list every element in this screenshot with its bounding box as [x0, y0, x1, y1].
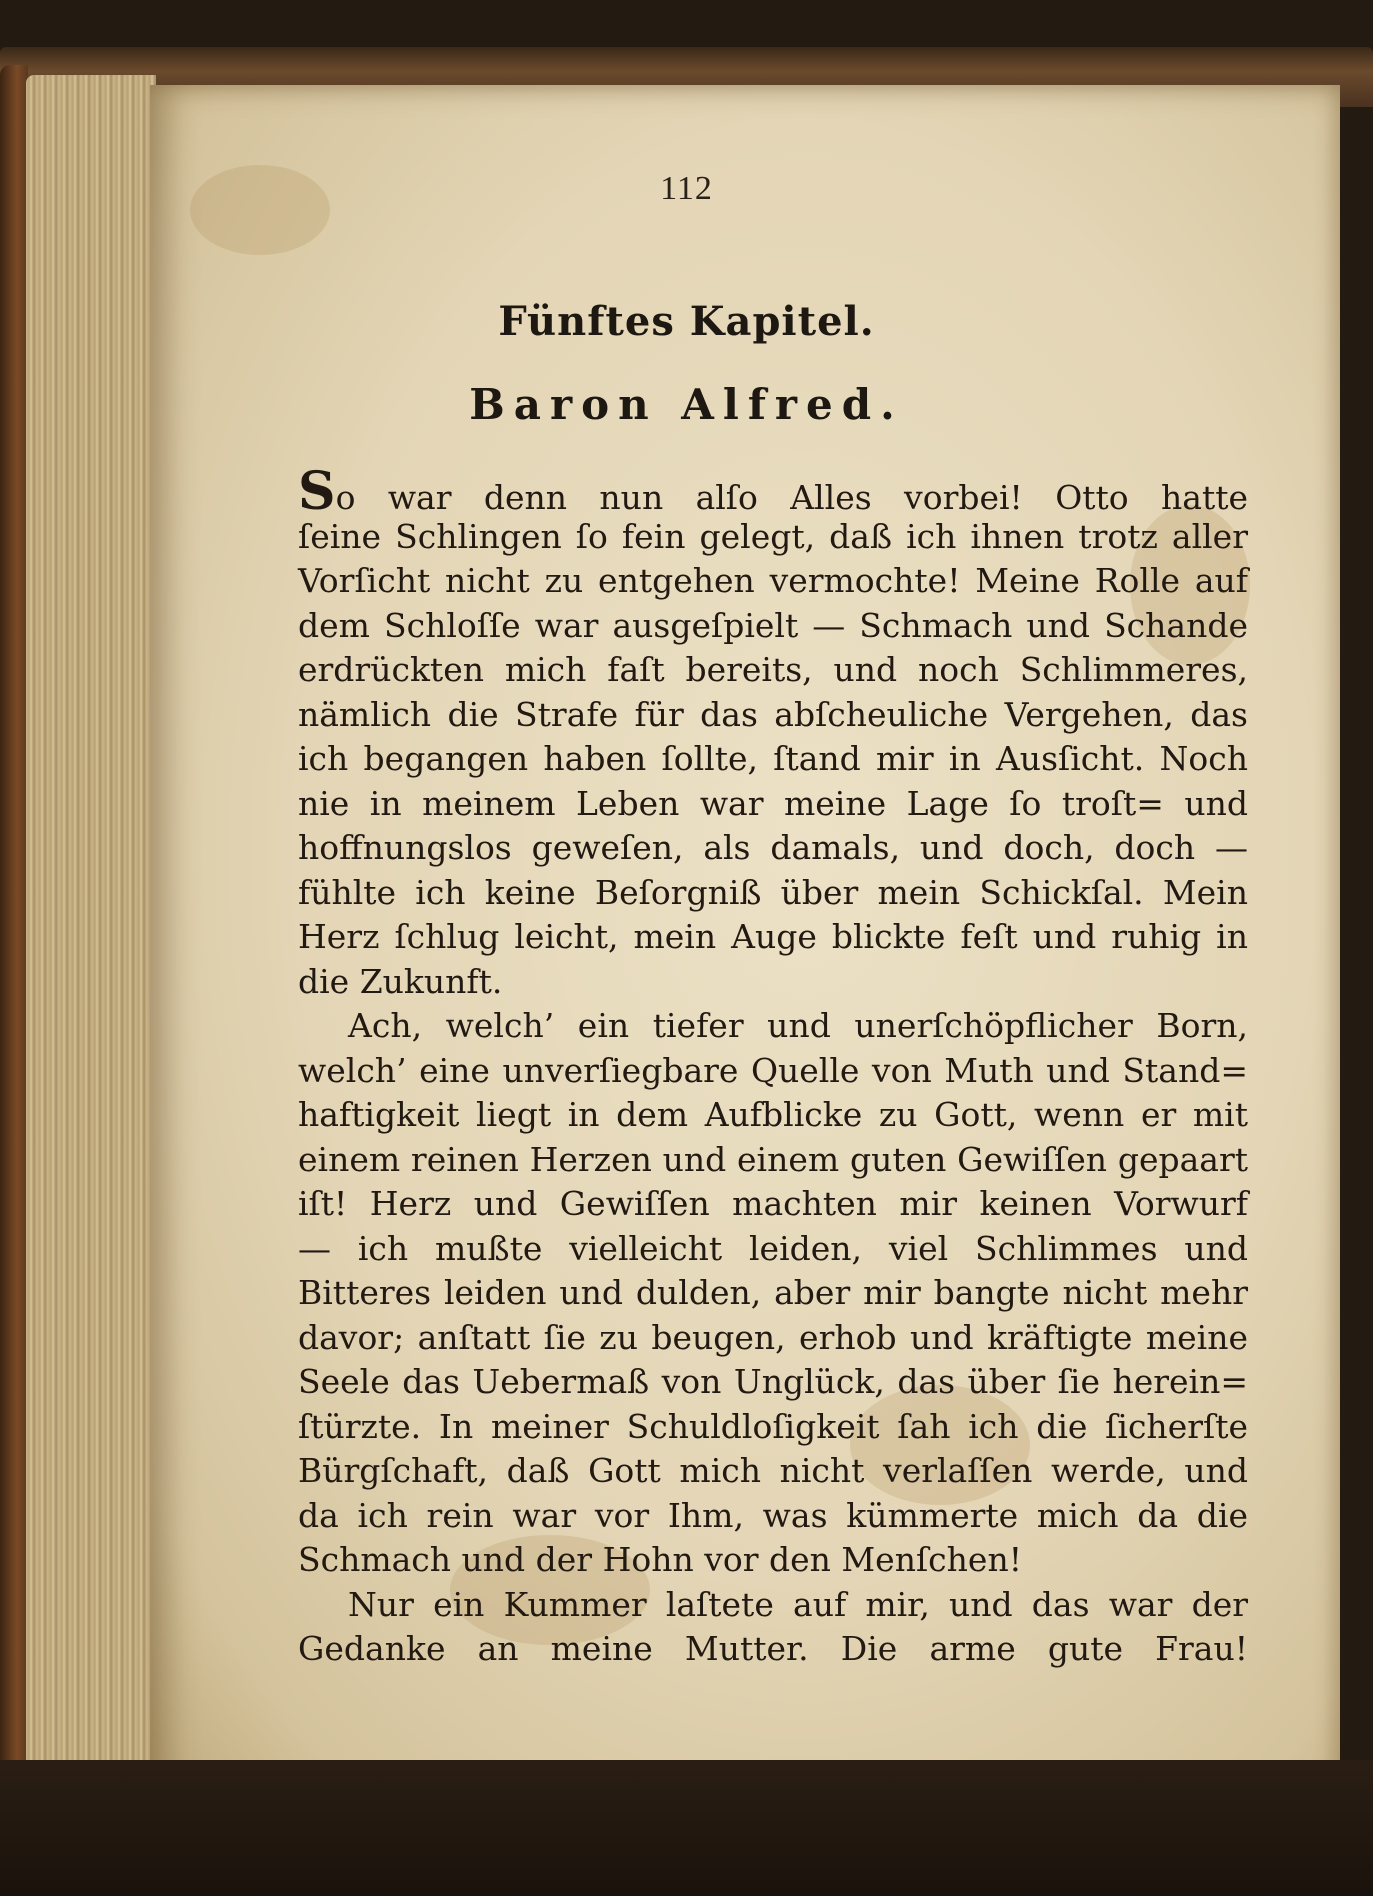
text-line: — ich mußte vielleicht leiden, viel Schlimmes und	[298, 1228, 1248, 1268]
text-line: Bürgſchaft, daß Gott mich nicht verlaſſen werde, und	[298, 1451, 1248, 1490]
page-number: 112	[660, 170, 713, 207]
text-line: dem Schloſſe war ausgeſpielt — Schmach und Schande	[298, 605, 1248, 645]
text-line: erdrückten mich faſt bereits, und noch Schlimmeres,	[298, 650, 1248, 689]
text-line: ſtürzte. In meiner Schuldloſigkeit ſah ich die ſicherſte	[298, 1406, 1248, 1446]
text-line: hoffnungslos geweſen, als damals, und doch, doch —	[298, 828, 1248, 867]
text-line: welch’ eine unverſiegbare Quelle von Muth und Stand=	[298, 1050, 1248, 1090]
text-line: Nur ein Kummer laſtete auf mir, und das war der	[348, 1584, 1248, 1624]
chapter-title: Fünftes Kapitel.	[498, 298, 875, 345]
text-line: So war denn nun alſo Alles vorbei! Otto hatte	[298, 461, 1248, 522]
drop-cap: S	[298, 461, 336, 522]
body-text	[298, 461, 1248, 1672]
text-line: ſeine Schlingen ſo fein gelegt, daß ich ihnen trotz aller	[298, 516, 1248, 556]
text-line: Herz ſchlug leicht, mein Auge blickte feſt und ruhig in	[298, 917, 1248, 956]
text-line: Bitteres leiden und dulden, aber mir bangte nicht mehr	[298, 1273, 1248, 1312]
text-line: Ach, welch’ ein tiefer und unerſchöpflicher Born,	[348, 1006, 1248, 1045]
text-line: davor; anſtatt ſie zu beugen, erhob und kräftigte meine	[298, 1317, 1248, 1357]
text-line: haftigkeit liegt in dem Aufblicke zu Gott, wenn er mit	[298, 1095, 1248, 1134]
text-line: ich begangen haben ſollte, ſtand mir in Ausſicht. Noch	[298, 739, 1248, 778]
text-line: iſt! Herz und Gewiſſen machten mir keinen Vorwurf	[298, 1184, 1248, 1223]
text-line: Vorſicht nicht zu entgehen vermochte! Meine Rolle auf	[298, 561, 1248, 600]
text-line: nie in meinem Leben war meine Lage ſo troſt= und	[298, 783, 1248, 823]
chapter-subtitle: Baron Alfred.	[469, 380, 904, 429]
text-line: fühlte ich keine Beſorgniß über mein Schickſal. Mein	[298, 872, 1248, 912]
text-line: Gedanke an meine Mutter. Die arme gute Frau!	[298, 1629, 1248, 1668]
text-line: Schmach und der Hohn vor den Menſchen!	[298, 1540, 1022, 1579]
book-bottom-shadow	[0, 1760, 1373, 1896]
text-line: einem reinen Herzen und einem guten Gewiſſen gepaart	[298, 1139, 1248, 1179]
text-line: die Zukunft.	[298, 961, 503, 1001]
text-line: nämlich die Strafe für das abſcheuliche Vergehen, das	[298, 694, 1248, 734]
text-line: Seele das Uebermaß von Unglück, das über ſie herein=	[298, 1362, 1248, 1401]
text-line: da ich rein war vor Ihm, was kümmerte mich da die	[298, 1495, 1248, 1535]
